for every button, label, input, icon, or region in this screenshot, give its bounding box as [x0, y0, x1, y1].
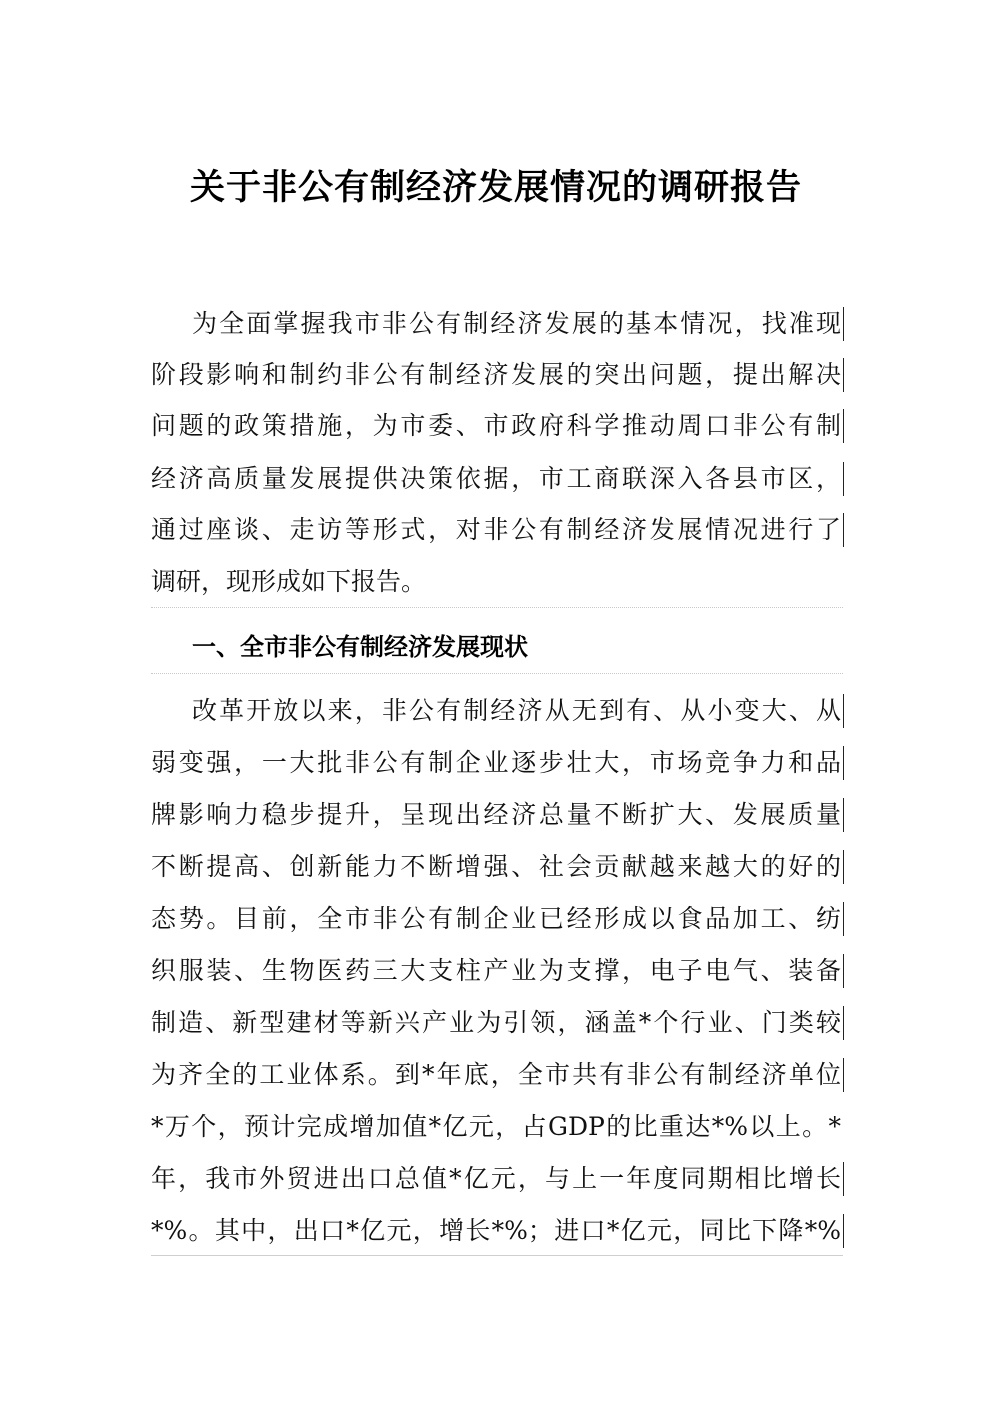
- section-line: 改革开放以来，非公有制经济从无到有、从小变大、从: [192, 696, 841, 725]
- margin-mark: [843, 954, 844, 988]
- paragraph-rule: [151, 673, 843, 674]
- margin-mark: [843, 694, 844, 728]
- section-line: 织服装、生物医药三大支柱产业为支撑，电子电气、装备: [151, 956, 841, 985]
- document-title: 关于非公有制经济发展情况的调研报告: [189, 168, 802, 208]
- margin-mark: [843, 1214, 844, 1248]
- section-line: 不断提高、创新能力不断增强、社会贡献越来越大的好的: [151, 852, 841, 881]
- section-line: 态势。目前，全市非公有制企业已经形成以食品加工、纺: [151, 904, 841, 933]
- page-bottom-rule: [151, 1255, 843, 1256]
- margin-mark: [843, 1058, 844, 1092]
- section-line: 年，我市外贸进出口总值*亿元，与上一年度同期相比增长: [151, 1164, 841, 1193]
- intro-line: 经济高质量发展提供决策依据，市工商联深入各县市区，: [151, 464, 841, 493]
- margin-mark: [843, 462, 844, 496]
- margin-mark: [843, 850, 844, 884]
- intro-line: 阶段影响和制约非公有制经济发展的突出问题，提出解决: [151, 360, 841, 389]
- paragraph-rule: [151, 607, 843, 608]
- margin-mark: [843, 798, 844, 832]
- margin-mark: [843, 358, 844, 392]
- margin-mark: [843, 307, 844, 341]
- margin-mark: [843, 513, 844, 547]
- section-line: 制造、新型建材等新兴产业为引领，涵盖*个行业、门类较: [151, 1008, 841, 1037]
- section-line: 弱变强，一大批非公有制企业逐步壮大，市场竞争力和品: [151, 748, 841, 777]
- margin-mark: [843, 409, 844, 443]
- intro-line: 调研，现形成如下报告。: [151, 567, 427, 596]
- intro-line: 问题的政策措施，为市委、市政府科学推动周口非公有制: [151, 411, 841, 440]
- intro-line: 通过座谈、走访等形式，对非公有制经济发展情况进行了: [151, 515, 841, 544]
- section-heading: 一、全市非公有制经济发展现状: [192, 633, 528, 661]
- section-line: *万个，预计完成增加值*亿元，占GDP的比重达*%以上。*: [151, 1112, 841, 1141]
- margin-mark: [843, 902, 844, 936]
- section-line: *%。其中，出口*亿元，增长*%；进口*亿元，同比下降*%: [151, 1216, 841, 1245]
- section-line: 为齐全的工业体系。到*年底，全市共有非公有制经济单位: [151, 1060, 841, 1089]
- margin-mark: [843, 1006, 844, 1040]
- margin-mark: [843, 746, 844, 780]
- section-line: 牌影响力稳步提升，呈现出经济总量不断扩大、发展质量: [151, 800, 841, 829]
- intro-line: 为全面掌握我市非公有制经济发展的基本情况，找准现: [192, 309, 841, 338]
- margin-mark: [843, 1162, 844, 1196]
